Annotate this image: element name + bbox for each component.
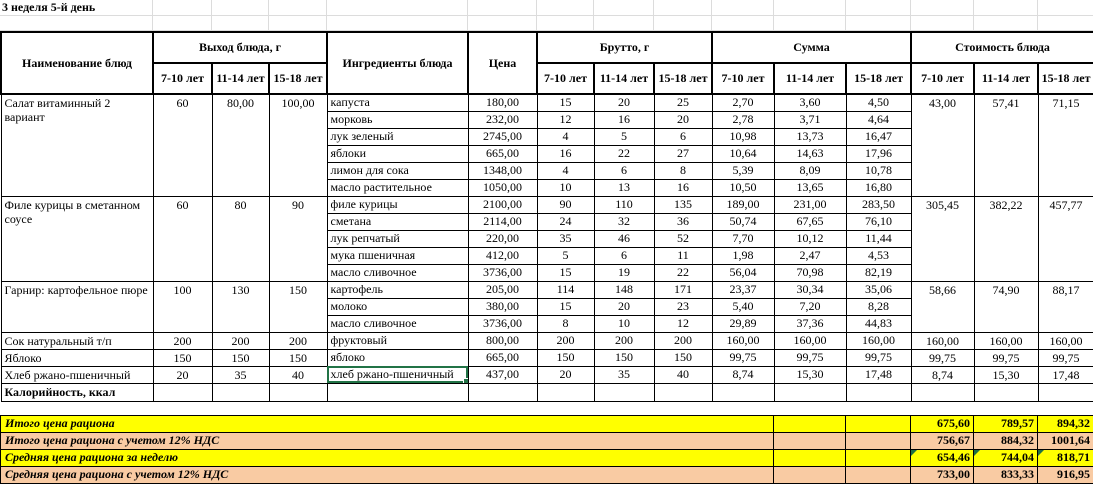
summa-cell[interactable]: 44,83 [846,315,911,332]
summary-value-cell[interactable]: 654,46 [911,449,974,466]
brutto-cell[interactable]: 8 [537,315,594,332]
empty-cell[interactable] [774,432,846,449]
ingredient-cell[interactable]: яблоко [327,349,468,366]
ingredient-cell[interactable]: картофель [327,281,468,298]
summary-value-cell[interactable]: 916,95 [1038,466,1093,483]
output-group-header[interactable]: Выход блюда, г [153,32,327,63]
brutto-cell[interactable]: 20 [594,94,654,111]
summa-cell[interactable]: 30,34 [774,281,846,298]
summa-cell[interactable]: 99,75 [846,349,911,366]
empty-cell[interactable] [774,449,846,466]
summary-value-cell[interactable]: 894,32 [1038,415,1093,432]
empty-cell[interactable] [1037,16,1093,31]
brutto-cell[interactable]: 36 [654,213,712,230]
brutto-cell[interactable]: 15 [537,94,594,111]
summary-label-cell[interactable]: Средняя цена рациона с учетом 12% НДС [1,466,774,483]
empty-cell[interactable] [1037,0,1093,16]
output-cell[interactable]: 200 [269,332,327,349]
output-cell[interactable]: 80,00 [212,94,269,196]
output-cell[interactable]: 200 [212,332,269,349]
brutto-cell[interactable]: 52 [654,230,712,247]
age-col-header[interactable]: 15-18 лет [1038,63,1093,94]
spacer-row [0,402,1093,415]
price-cell[interactable]: 665,00 [468,145,537,162]
brutto-cell[interactable]: 11 [654,247,712,264]
summary-label-cell[interactable]: Итого цена рациона с учетом 12% НДС [1,432,774,449]
empty-cell[interactable] [467,0,536,16]
summa-cell[interactable]: 4,53 [846,247,911,264]
age-col-header[interactable]: 15-18 лет [654,63,712,94]
summa-cell[interactable]: 189,00 [712,196,774,213]
brutto-cell[interactable]: 171 [654,281,712,298]
empty-cell[interactable] [268,16,326,31]
empty-cell[interactable] [468,383,537,401]
ingredient-cell[interactable]: масло сливочное [327,264,468,281]
brutto-cell[interactable]: 10 [537,179,594,196]
summa-cell[interactable]: 17,96 [846,145,911,162]
brutto-cell[interactable]: 22 [654,264,712,281]
summa-cell[interactable]: 82,19 [846,264,911,281]
age-col-header[interactable]: 11-14 лет [212,63,269,94]
output-cell[interactable]: 150 [269,281,327,332]
age-col-header[interactable]: 15-18 лет [846,63,911,94]
brutto-cell[interactable]: 20 [654,111,712,128]
summa-cell[interactable]: 23,37 [712,281,774,298]
price-cell[interactable]: 665,00 [468,349,537,366]
cost-cell[interactable]: 8,74 [911,366,974,383]
output-cell[interactable]: 100,00 [269,94,327,196]
summa-cell[interactable]: 4,64 [846,111,911,128]
summa-cell[interactable]: 3,71 [774,111,846,128]
brutto-cell[interactable]: 148 [594,281,654,298]
summary-row-week-average [1,449,1093,466]
ingredient-cell[interactable]: лук зеленый [327,128,468,145]
summa-cell[interactable]: 67,65 [774,213,846,230]
summa-cell[interactable]: 13,73 [774,128,846,145]
summary-value-cell[interactable]: 833,33 [974,466,1038,483]
summary-row-total-vat [1,432,1093,449]
cost-cell[interactable]: 74,90 [974,281,1038,332]
brutto-cell[interactable]: 16 [654,179,712,196]
table-row [1,281,1093,298]
brutto-cell[interactable]: 40 [654,366,712,383]
table-row [1,366,1093,383]
empty-cell[interactable] [467,16,536,31]
brutto-cell[interactable]: 46 [594,230,654,247]
price-cell[interactable]: 1050,00 [468,179,537,196]
output-cell[interactable]: 90 [269,196,327,281]
dish-name-cell[interactable]: Яблоко [1,349,153,366]
output-cell[interactable]: 150 [212,349,269,366]
cost-cell[interactable]: 99,75 [911,349,974,366]
brutto-cell[interactable]: 6 [654,128,712,145]
empty-cell[interactable] [845,0,910,16]
empty-cell[interactable] [537,383,594,401]
summa-cell[interactable]: 3,60 [774,94,846,111]
empty-cell[interactable] [910,0,973,16]
summary-value-cell[interactable]: 675,60 [911,415,974,432]
brutto-cell[interactable]: 20 [594,298,654,315]
dish-column-header[interactable]: Наименование блюд [1,32,153,94]
price-cell[interactable]: 437,00 [468,366,537,383]
price-cell[interactable]: 2745,00 [468,128,537,145]
summa-cell[interactable]: 8,28 [846,298,911,315]
ingredient-cell[interactable]: сметана [327,213,468,230]
empty-cell[interactable] [153,383,212,401]
sheet-title-cell[interactable]: 3 неделя 5-й день [0,0,152,16]
empty-cell[interactable] [594,383,654,401]
summary-label-cell[interactable]: Средняя цена рациона за неделю [1,449,774,466]
empty-cell[interactable] [846,466,911,483]
brutto-cell[interactable]: 200 [654,332,712,349]
price-cell[interactable]: 412,00 [468,247,537,264]
ingredient-cell[interactable]: фруктовый [327,332,468,349]
summa-cell[interactable]: 14,63 [774,145,846,162]
summary-value-cell[interactable]: 884,32 [974,432,1038,449]
ingredient-cell[interactable]: мука пшеничная [327,247,468,264]
brutto-cell[interactable]: 16 [537,145,594,162]
ingredients-column-header[interactable]: Ингредиенты блюда [327,32,468,94]
empty-cell[interactable] [846,415,911,432]
top-strip [0,0,1093,31]
table-row [1,349,1093,366]
summa-cell[interactable]: 17,48 [846,366,911,383]
summary-label-cell[interactable]: Итого цена рациона [1,415,774,432]
empty-cell[interactable] [911,383,974,401]
summa-cell[interactable]: 8,74 [712,366,774,383]
empty-cell[interactable] [846,432,911,449]
age-col-header[interactable]: 7-10 лет [712,63,774,94]
brutto-cell[interactable]: 32 [594,213,654,230]
ingredient-cell[interactable]: лук репчатый [327,230,468,247]
cost-cell[interactable]: 160,00 [1038,332,1093,349]
menu-cost-table [0,31,1093,402]
summa-cell[interactable]: 35,06 [846,281,911,298]
summa-cell[interactable]: 8,09 [774,162,846,179]
summa-cell[interactable]: 1,98 [712,247,774,264]
price-cell[interactable]: 2100,00 [468,196,537,213]
cost-cell[interactable]: 457,77 [1038,196,1093,281]
summa-cell[interactable]: 283,50 [846,196,911,213]
age-col-header[interactable]: 11-14 лет [974,63,1038,94]
brutto-cell[interactable]: 200 [537,332,594,349]
summa-cell[interactable]: 50,74 [712,213,774,230]
summa-cell[interactable]: 56,04 [712,264,774,281]
summa-cell[interactable]: 7,20 [774,298,846,315]
cost-cell[interactable]: 43,00 [911,94,974,196]
summa-group-header[interactable]: Сумма [712,32,911,63]
empty-cell[interactable] [653,0,711,16]
brutto-cell[interactable]: 15 [537,298,594,315]
summa-cell[interactable]: 10,98 [712,128,774,145]
price-cell[interactable]: 1348,00 [468,162,537,179]
empty-cell[interactable] [773,0,845,16]
brutto-cell[interactable]: 19 [594,264,654,281]
summa-cell[interactable]: 2,47 [774,247,846,264]
summary-value-cell[interactable]: 733,00 [911,466,974,483]
empty-cell[interactable] [711,0,773,16]
cost-cell[interactable]: 99,75 [1038,349,1093,366]
brutto-cell[interactable]: 8 [654,162,712,179]
summa-cell[interactable]: 29,89 [712,315,774,332]
summa-cell[interactable]: 99,75 [712,349,774,366]
selected-ingredient-cell[interactable]: хлеб ржано-пшеничный [327,366,468,383]
empty-cell[interactable] [653,16,711,31]
summa-cell[interactable]: 76,10 [846,213,911,230]
summa-cell[interactable]: 70,98 [774,264,846,281]
summary-value-cell[interactable]: 789,57 [974,415,1038,432]
output-cell[interactable]: 150 [269,349,327,366]
empty-cell[interactable] [845,16,910,31]
empty-cell[interactable] [0,16,152,31]
brutto-cell[interactable]: 27 [654,145,712,162]
brutto-cell[interactable]: 4 [537,128,594,145]
ingredient-cell[interactable]: капуста [327,94,468,111]
empty-cell[interactable] [773,16,845,31]
summa-cell[interactable]: 37,36 [774,315,846,332]
output-cell[interactable]: 100 [153,281,212,332]
brutto-cell[interactable]: 13 [594,179,654,196]
brutto-cell[interactable]: 20 [537,366,594,383]
output-cell[interactable]: 80 [212,196,269,281]
cost-group-header[interactable]: Стоимость блюда [911,32,1093,63]
brutto-cell[interactable]: 4 [537,162,594,179]
brutto-cell[interactable]: 150 [594,349,654,366]
output-cell[interactable]: 60 [153,196,212,281]
empty-cell[interactable] [974,383,1038,401]
output-cell[interactable]: 40 [269,366,327,383]
summa-cell[interactable]: 99,75 [774,349,846,366]
ingredient-cell[interactable]: морковь [327,111,468,128]
brutto-cell[interactable]: 150 [654,349,712,366]
price-cell[interactable]: 180,00 [468,94,537,111]
calories-label-cell[interactable]: Калорийность, ккал [1,383,153,401]
summa-cell[interactable]: 5,40 [712,298,774,315]
empty-cell[interactable] [536,0,593,16]
empty-cell[interactable] [910,16,973,31]
cost-cell[interactable]: 17,48 [1038,366,1093,383]
ingredient-cell[interactable]: молоко [327,298,468,315]
summa-cell[interactable]: 10,64 [712,145,774,162]
dish-name-cell[interactable]: Сок натуральный т/п [1,332,153,349]
ingredient-cell[interactable]: лимон для сока [327,162,468,179]
dish-name-cell[interactable]: Филе курицы в сметанном соусе [1,196,153,281]
summa-cell[interactable]: 13,65 [774,179,846,196]
brutto-cell[interactable]: 35 [594,366,654,383]
empty-cell[interactable] [774,383,846,401]
summa-cell[interactable]: 16,47 [846,128,911,145]
empty-cell[interactable] [326,16,467,31]
brutto-cell[interactable]: 200 [594,332,654,349]
empty-cell[interactable] [268,0,326,16]
output-cell[interactable]: 200 [153,332,212,349]
empty-cell[interactable] [973,16,1037,31]
brutto-cell[interactable]: 12 [654,315,712,332]
summa-cell[interactable]: 4,50 [846,94,911,111]
cost-cell[interactable]: 160,00 [974,332,1038,349]
summa-cell[interactable]: 11,44 [846,230,911,247]
empty-cell[interactable] [269,383,327,401]
brutto-cell[interactable]: 24 [537,213,594,230]
ingredient-rows [1,94,1093,383]
cost-cell[interactable]: 99,75 [974,349,1038,366]
price-cell[interactable]: 800,00 [468,332,537,349]
price-cell[interactable]: 380,00 [468,298,537,315]
summa-cell[interactable]: 10,78 [846,162,911,179]
cost-cell[interactable]: 57,41 [974,94,1038,196]
price-cell[interactable]: 232,00 [468,111,537,128]
brutto-cell[interactable]: 12 [537,111,594,128]
brutto-cell[interactable]: 25 [654,94,712,111]
summa-cell[interactable]: 2,78 [712,111,774,128]
price-cell[interactable]: 3736,00 [468,264,537,281]
empty-cell[interactable] [711,16,773,31]
empty-cell[interactable] [327,383,468,401]
ingredient-cell[interactable]: филе курицы [327,196,468,213]
summa-cell[interactable]: 10,12 [774,230,846,247]
summary-value-cell[interactable]: 1001,64 [1038,432,1093,449]
dish-name-cell[interactable]: Хлеб ржано-пшеничный [1,366,153,383]
summa-cell[interactable]: 16,80 [846,179,911,196]
dish-name-cell[interactable]: Салат витаминный 2 вариант [1,94,153,196]
empty-cell[interactable] [846,383,911,401]
brutto-group-header[interactable]: Брутто, г [537,32,712,63]
brutto-cell[interactable]: 6 [594,247,654,264]
price-cell[interactable]: 3736,00 [468,315,537,332]
summa-cell[interactable]: 2,70 [712,94,774,111]
summa-cell[interactable]: 10,50 [712,179,774,196]
summa-cell[interactable]: 15,30 [774,366,846,383]
summa-cell[interactable]: 160,00 [774,332,846,349]
brutto-cell[interactable]: 35 [537,230,594,247]
summary-table [0,415,1093,484]
empty-cell[interactable] [973,0,1037,16]
empty-cell[interactable] [211,16,268,31]
brutto-cell[interactable]: 23 [654,298,712,315]
summary-value-cell[interactable]: 818,71 [1038,449,1093,466]
age-col-header[interactable]: 11-14 лет [774,63,846,94]
empty-cell[interactable] [211,0,268,16]
cost-cell[interactable]: 305,45 [911,196,974,281]
empty-cell[interactable] [593,0,653,16]
table-row [1,332,1093,349]
cost-cell[interactable]: 71,15 [1038,94,1093,196]
output-cell[interactable]: 130 [212,281,269,332]
output-cell[interactable]: 35 [212,366,269,383]
cost-cell[interactable]: 382,22 [974,196,1038,281]
brutto-cell[interactable]: 135 [654,196,712,213]
brutto-cell[interactable]: 150 [537,349,594,366]
brutto-cell[interactable]: 22 [594,145,654,162]
output-cell[interactable]: 150 [153,349,212,366]
summa-cell[interactable]: 5,39 [712,162,774,179]
price-cell[interactable]: 205,00 [468,281,537,298]
price-cell[interactable]: 2114,00 [468,213,537,230]
age-col-header[interactable]: 11-14 лет [594,63,654,94]
age-col-header[interactable]: 7-10 лет [537,63,594,94]
empty-cell[interactable] [774,415,846,432]
empty-cell[interactable] [152,0,211,16]
dish-name-cell[interactable]: Гарнир: картофельное пюре [1,281,153,332]
empty-cell[interactable] [212,383,269,401]
summary-value-cell[interactable]: 744,04 [974,449,1038,466]
output-cell[interactable]: 20 [153,366,212,383]
summa-cell[interactable]: 160,00 [712,332,774,349]
summa-cell[interactable]: 7,70 [712,230,774,247]
brutto-cell[interactable]: 90 [537,196,594,213]
empty-cell[interactable] [846,449,911,466]
table-row [1,94,1093,111]
cost-cell[interactable]: 160,00 [911,332,974,349]
cost-cell[interactable]: 88,17 [1038,281,1093,332]
empty-cell[interactable] [1038,383,1093,401]
brutto-cell[interactable]: 16 [594,111,654,128]
cost-cell[interactable]: 58,66 [911,281,974,332]
age-col-header[interactable]: 7-10 лет [911,63,974,94]
cost-cell[interactable]: 15,30 [974,366,1038,383]
empty-cell[interactable] [326,0,467,16]
calories-row [1,383,1093,401]
brutto-cell[interactable]: 114 [537,281,594,298]
ingredient-cell[interactable]: яблоки [327,145,468,162]
summary-row-total [1,415,1093,432]
empty-cell[interactable] [536,16,593,31]
age-col-header[interactable]: 15-18 лет [269,63,327,94]
brutto-cell[interactable]: 5 [594,128,654,145]
brutto-cell[interactable]: 5 [537,247,594,264]
brutto-cell[interactable]: 110 [594,196,654,213]
summary-value-cell[interactable]: 756,67 [911,432,974,449]
table-row [1,196,1093,213]
empty-cell[interactable] [774,466,846,483]
empty-cell[interactable] [152,16,211,31]
age-col-header[interactable]: 7-10 лет [153,63,212,94]
ingredient-cell[interactable]: масло сливочное [327,315,468,332]
price-column-header[interactable]: Цена [468,32,537,94]
brutto-cell[interactable]: 6 [594,162,654,179]
brutto-cell[interactable]: 10 [594,315,654,332]
summary-row-week-average-vat [1,466,1093,483]
price-cell[interactable]: 220,00 [468,230,537,247]
summa-cell[interactable]: 231,00 [774,196,846,213]
summa-cell[interactable]: 160,00 [846,332,911,349]
output-cell[interactable]: 60 [153,94,212,196]
empty-cell[interactable] [654,383,712,401]
empty-cell[interactable] [593,16,653,31]
ingredient-cell[interactable]: масло растительное [327,179,468,196]
empty-cell[interactable] [712,383,774,401]
brutto-cell[interactable]: 15 [537,264,594,281]
